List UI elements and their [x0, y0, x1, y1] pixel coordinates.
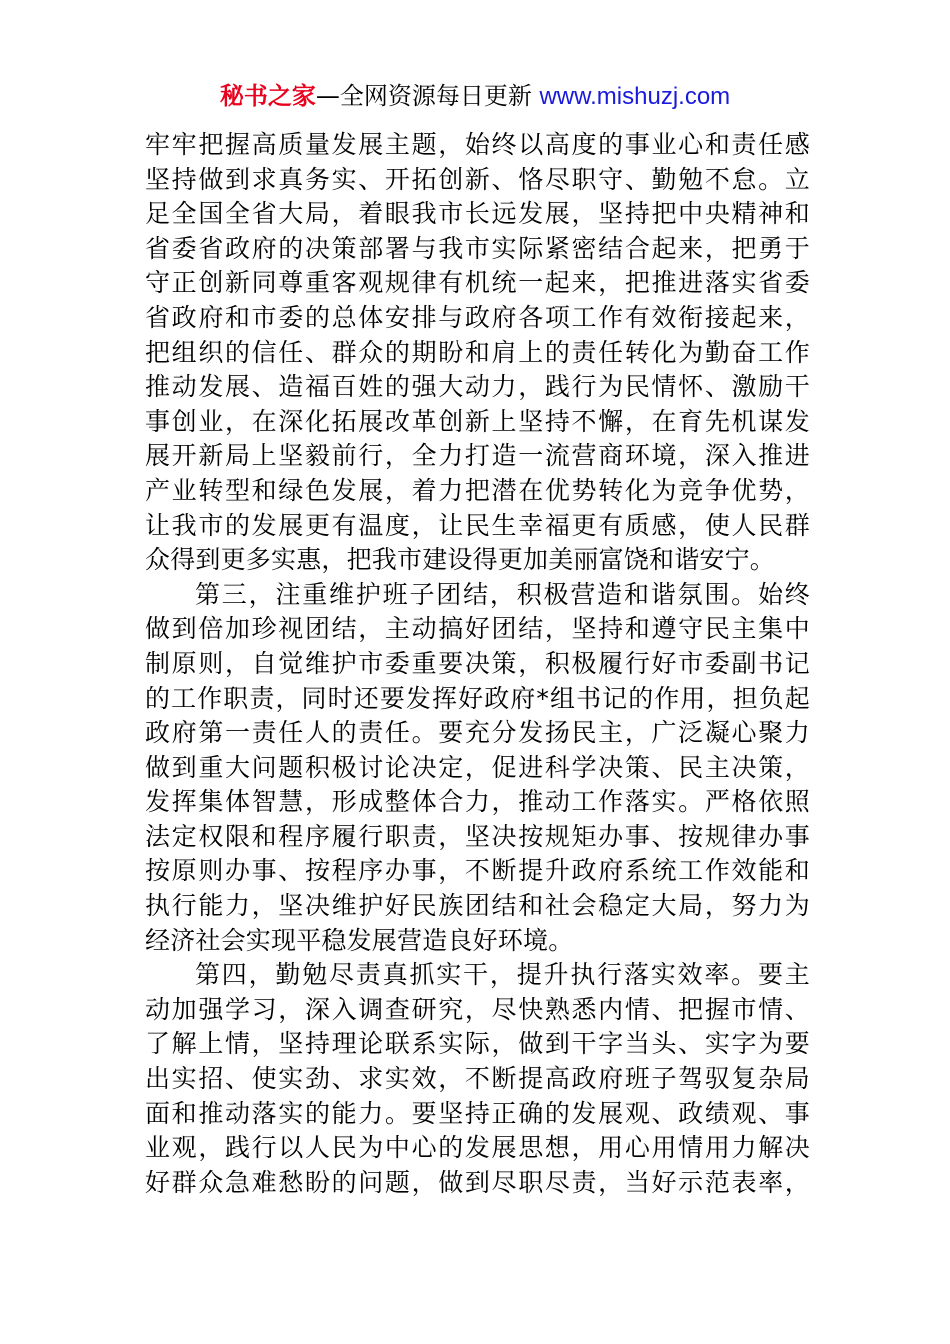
site-url-link[interactable]: www.mishuzj.com [539, 83, 731, 110]
body-line: 产业转型和绿色发展，着力把潜在优势转化为竞争优势， [145, 475, 810, 505]
body-line: 动加强学习，深入调查研究，尽快熟悉内情、把握市情、 [145, 994, 810, 1024]
body-line: 政府第一责任人的责任。要充分发扬民主，广泛凝心聚力 [145, 718, 810, 748]
body-line: 推动发展、造福百姓的强大动力，践行为民情怀、激励干 [145, 372, 810, 402]
body-line: 经济社会实现平稳发展营造良好环境。 [145, 925, 574, 955]
body-line: 按原则办事、按程序办事，不断提升政府系统工作效能和 [145, 856, 810, 886]
header-dash: — [315, 82, 340, 110]
body-line: 面和推动落实的能力。要坚持正确的发展观、政绩观、事 [145, 1098, 810, 1128]
body-line: 省委省政府的决策部署与我市实际紧密结合起来，把勇于 [145, 233, 810, 263]
paragraph-heading-line: 第四，勤勉尽责真抓实干，提升执行落实效率。要主 [195, 960, 810, 990]
body-line: 执行能力，坚决维护好民族团结和社会稳定大局，努力为 [145, 891, 810, 921]
body-line: 让我市的发展更有温度，让民生幸福更有质感，使人民群 [145, 510, 810, 540]
body-line: 的工作职责，同时还要发挥好政府*组书记的作用，担负起 [145, 683, 810, 713]
body-line: 展开新局上坚毅前行，全力打造一流营商环境，深入推进 [145, 441, 810, 471]
body-line: 把组织的信任、群众的期盼和肩上的责任转化为勤奋工作 [145, 337, 810, 367]
site-header [0, 78, 950, 115]
body-line: 发挥集体智慧，形成整体合力，推动工作落实。严格依照 [145, 787, 810, 817]
body-line: 制原则，自觉维护市委重要决策，积极履行好市委副书记 [145, 648, 810, 678]
body-line: 事创业，在深化拓展改革创新上坚持不懈，在育先机谋发 [145, 406, 810, 436]
site-brand: 秘书之家 [219, 82, 316, 110]
body-line: 好群众急难愁盼的问题，做到尽职尽责，当好示范表率， [145, 1167, 810, 1197]
body-line: 出实招、使实劲、求实效，不断提高政府班子驾驭复杂局 [145, 1064, 810, 1094]
body-line: 法定权限和程序履行职责，坚决按规矩办事、按规律办事 [145, 821, 810, 851]
body-line: 足全国全省大局，着眼我市长远发展，坚持把中央精神和 [145, 199, 810, 229]
body-line: 做到重大问题积极讨论决定，促进科学决策、民主决策， [145, 752, 810, 782]
document-body [145, 128, 810, 1200]
body-line: 业观，践行以人民为中心的发展思想，用心用情用力解决 [145, 1133, 810, 1163]
body-line: 守正创新同尊重客观规律有机统一起来，把推进落实省委 [145, 268, 810, 298]
body-line: 省政府和市委的总体安排与政府各项工作有效衔接起来， [145, 302, 810, 332]
body-line: 了解上情，坚持理论联系实际，做到干字当头、实字为要 [145, 1029, 810, 1059]
body-line: 做到倍加珍视团结，主动搞好团结，坚持和遵守民主集中 [145, 614, 810, 644]
paragraph-heading-line: 第三，注重维护班子团结，积极营造和谐氛围。始终 [195, 579, 810, 609]
body-line: 牢牢把握高质量发展主题，始终以高度的事业心和责任感 [145, 130, 810, 159]
body-line: 众得到更多实惠，把我市建设得更加美丽富饶和谐安宁。 [145, 545, 776, 575]
body-line: 坚持做到求真务实、开拓创新、恪尽职守、勤勉不怠。立 [145, 164, 810, 194]
header-slogan: 全网资源每日更新 [339, 82, 540, 110]
